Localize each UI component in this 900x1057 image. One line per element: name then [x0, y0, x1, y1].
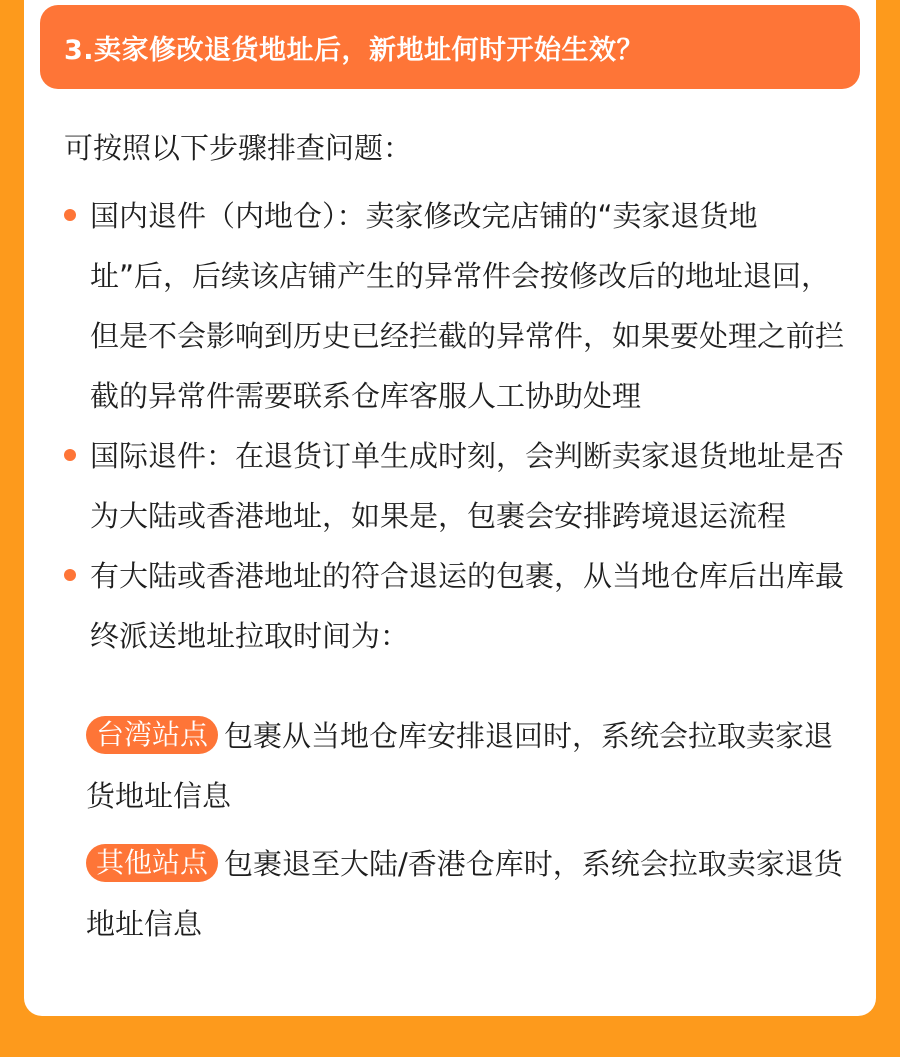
- bullet-text: 有大陆或香港地址的符合退运的包裹，从当地仓库后出库最终派送地址拉取时间为：: [90, 559, 845, 653]
- site-text: 包裹退至大陆/香港仓库时，系统会拉取卖家退货地址信息: [86, 847, 843, 941]
- bullet-dot-icon: [64, 569, 76, 581]
- site-tag: 其他站点: [86, 844, 218, 882]
- bullet-domestic-return: [64, 186, 854, 426]
- intro-text: 可按照以下步骤排查问题：: [64, 131, 413, 165]
- site-item-taiwan: [86, 706, 854, 826]
- bullet-text: 国内退件（内地仓）：卖家修改完店铺的“卖家退货地址”后，后续该店铺产生的异常件会按修改后的地址退回，但是不会影响到历史已经拦截的异常件，如果要处理之前拦截的异常件需要联系仓库客服人工协助处理: [90, 199, 845, 413]
- bullet-text: 国际退件：在退货订单生成时刻，会判断卖家退货地址是否为大陆或香港地址，如果是，包裹会安排跨境退运流程: [90, 439, 845, 533]
- answer-content: [64, 118, 854, 962]
- site-text: 包裹从当地仓库安排退回时，系统会拉取卖家退货地址信息: [86, 719, 834, 813]
- site-list: [64, 706, 854, 954]
- site-tag: 台湾站点: [86, 716, 218, 754]
- bullet-international-return: [64, 426, 854, 546]
- bullet-dot-icon: [64, 449, 76, 461]
- question-title: 3.卖家修改退货地址后，新地址何时开始生效？: [64, 34, 645, 66]
- question-header: [40, 5, 860, 89]
- bullet-address-pull-time: [64, 546, 854, 666]
- site-item-other: [86, 834, 854, 954]
- bullet-dot-icon: [64, 209, 76, 221]
